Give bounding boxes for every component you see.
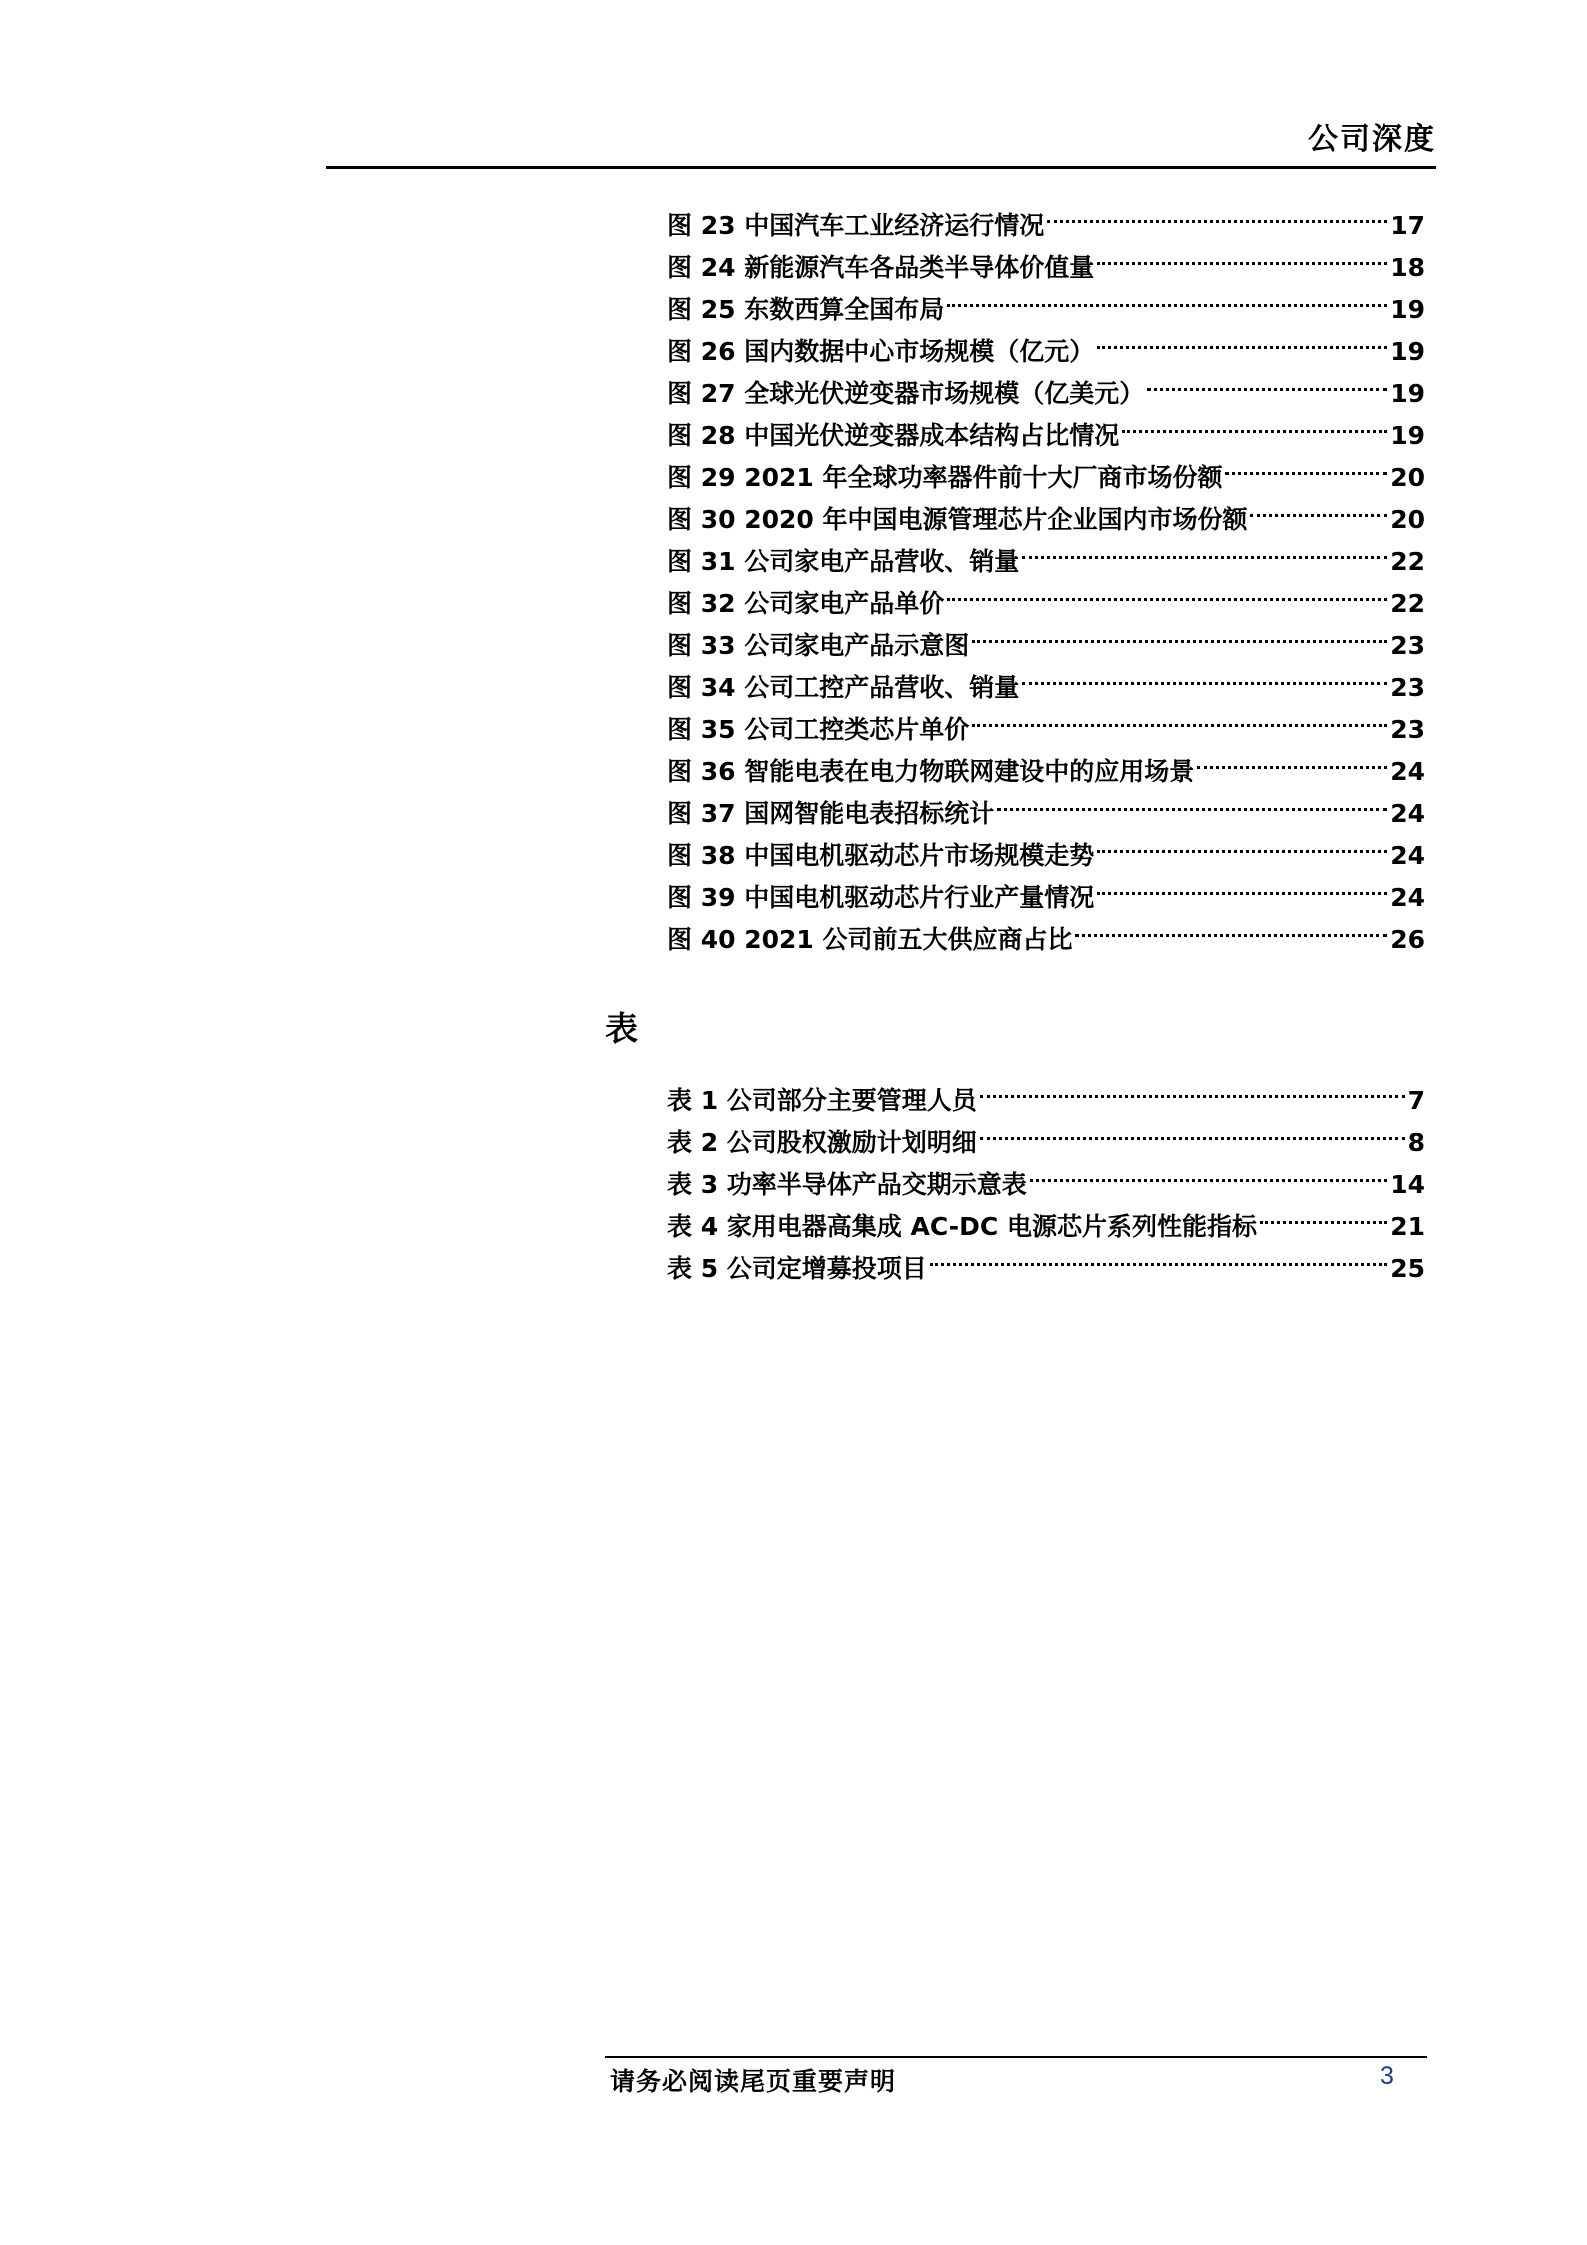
- toc-entry-page: 23: [1390, 715, 1425, 744]
- toc-entry-page: 26: [1390, 925, 1425, 954]
- dot-leader: [1097, 234, 1387, 276]
- toc-entry-page: 17: [1390, 211, 1425, 240]
- toc-entry-label: 表 2 公司股权激励计划明细: [667, 1128, 977, 1157]
- dot-leader: [1075, 906, 1387, 948]
- toc-entry-page: 18: [1390, 253, 1425, 282]
- toc-entry-page: 22: [1390, 547, 1425, 576]
- dot-leader: [980, 1109, 1405, 1151]
- toc-entry-label: 图 36 智能电表在电力物联网建设中的应用场景: [667, 757, 1195, 786]
- toc-entry-label: 图 40 2021 公司前五大供应商占比: [667, 925, 1073, 954]
- dot-leader: [1197, 738, 1387, 780]
- toc-entry-label: 表 4 家用电器高集成 AC-DC 电源芯片系列性能指标: [667, 1212, 1257, 1241]
- dot-leader: [1260, 1193, 1387, 1235]
- toc-entry-page: 25: [1390, 1254, 1425, 1283]
- toc-entry-page: 14: [1390, 1170, 1425, 1199]
- tables-toc: [667, 1067, 1425, 1283]
- dot-leader: [1250, 486, 1387, 528]
- figure-toc-entry[interactable]: [667, 192, 1425, 240]
- dot-leader: [1047, 192, 1387, 234]
- toc-entry-page: 20: [1390, 463, 1425, 492]
- toc-entry-label: 图 28 中国光伏逆变器成本结构占比情况: [667, 421, 1120, 450]
- toc-entry-page: 23: [1390, 631, 1425, 660]
- dot-leader: [972, 612, 1387, 654]
- table-toc-entry[interactable]: [667, 1067, 1425, 1115]
- dot-leader: [1022, 654, 1387, 696]
- toc-entry-page: 23: [1390, 673, 1425, 702]
- toc-entry-label: 图 23 中国汽车工业经济运行情况: [667, 211, 1045, 240]
- toc-entry-page: 19: [1390, 295, 1425, 324]
- toc-entry-page: 19: [1390, 421, 1425, 450]
- toc-entry-label: 图 38 中国电机驱动芯片市场规模走势: [667, 841, 1095, 870]
- toc-entry-page: 7: [1407, 1086, 1425, 1115]
- dot-leader: [1097, 822, 1387, 864]
- page-number: 3: [1380, 2062, 1394, 2090]
- dot-leader: [997, 780, 1387, 822]
- header-label: 公司深度: [1308, 122, 1436, 157]
- dot-leader: [972, 696, 1387, 738]
- toc-entry-label: 图 27 全球光伏逆变器市场规模（亿美元）: [667, 379, 1145, 408]
- toc-entry-page: 24: [1390, 799, 1425, 828]
- toc-entry-label: 图 24 新能源汽车各品类半导体价值量: [667, 253, 1095, 282]
- figures-toc: [667, 192, 1425, 954]
- toc-entry-label: 图 30 2020 年中国电源管理芯片企业国内市场份额: [667, 505, 1248, 534]
- toc-entry-page: 20: [1390, 505, 1425, 534]
- dot-leader: [1030, 1151, 1387, 1193]
- footer-note: 请务必阅读尾页重要声明: [610, 2067, 897, 2096]
- toc-entry-page: 24: [1390, 757, 1425, 786]
- dot-leader: [980, 1067, 1405, 1109]
- toc-entry-page: 24: [1390, 883, 1425, 912]
- toc-entry-label: 表 1 公司部分主要管理人员: [667, 1086, 977, 1115]
- toc-entry-label: 图 39 中国电机驱动芯片行业产量情况: [667, 883, 1095, 912]
- toc-entry-page: 21: [1390, 1212, 1425, 1241]
- header-rule: [326, 166, 1436, 169]
- toc-entry-label: 表 3 功率半导体产品交期示意表: [667, 1170, 1027, 1199]
- dot-leader: [947, 570, 1387, 612]
- toc-entry-page: 19: [1390, 379, 1425, 408]
- dot-leader: [930, 1235, 1387, 1277]
- toc-entry-label: 图 35 公司工控类芯片单价: [667, 715, 970, 744]
- dot-leader: [1097, 318, 1387, 360]
- toc-entry-label: 图 37 国网智能电表招标统计: [667, 799, 995, 828]
- toc-entry-page: 8: [1407, 1128, 1425, 1157]
- toc-entry-label: 表 5 公司定增募投项目: [667, 1254, 927, 1283]
- toc-entry-label: 图 33 公司家电产品示意图: [667, 631, 970, 660]
- toc-entry-label: 图 34 公司工控产品营收、销量: [667, 673, 1020, 702]
- toc-entry-page: 22: [1390, 589, 1425, 618]
- footer-rule: [605, 2056, 1427, 2058]
- dot-leader: [1022, 528, 1387, 570]
- toc-entry-page: 24: [1390, 841, 1425, 870]
- dot-leader: [1097, 864, 1387, 906]
- dot-leader: [1122, 402, 1387, 444]
- toc-entry-label: 图 31 公司家电产品营收、销量: [667, 547, 1020, 576]
- dot-leader: [1225, 444, 1387, 486]
- toc-entry-label: 图 32 公司家电产品单价: [667, 589, 945, 618]
- toc-entry-label: 图 26 国内数据中心市场规模（亿元）: [667, 337, 1095, 366]
- dot-leader: [1147, 360, 1387, 402]
- toc-entry-label: 图 25 东数西算全国布局: [667, 295, 945, 324]
- toc-entry-page: 19: [1390, 337, 1425, 366]
- toc-entry-label: 图 29 2021 年全球功率器件前十大厂商市场份额: [667, 463, 1223, 492]
- tables-heading: 表: [605, 1009, 638, 1048]
- dot-leader: [947, 276, 1387, 318]
